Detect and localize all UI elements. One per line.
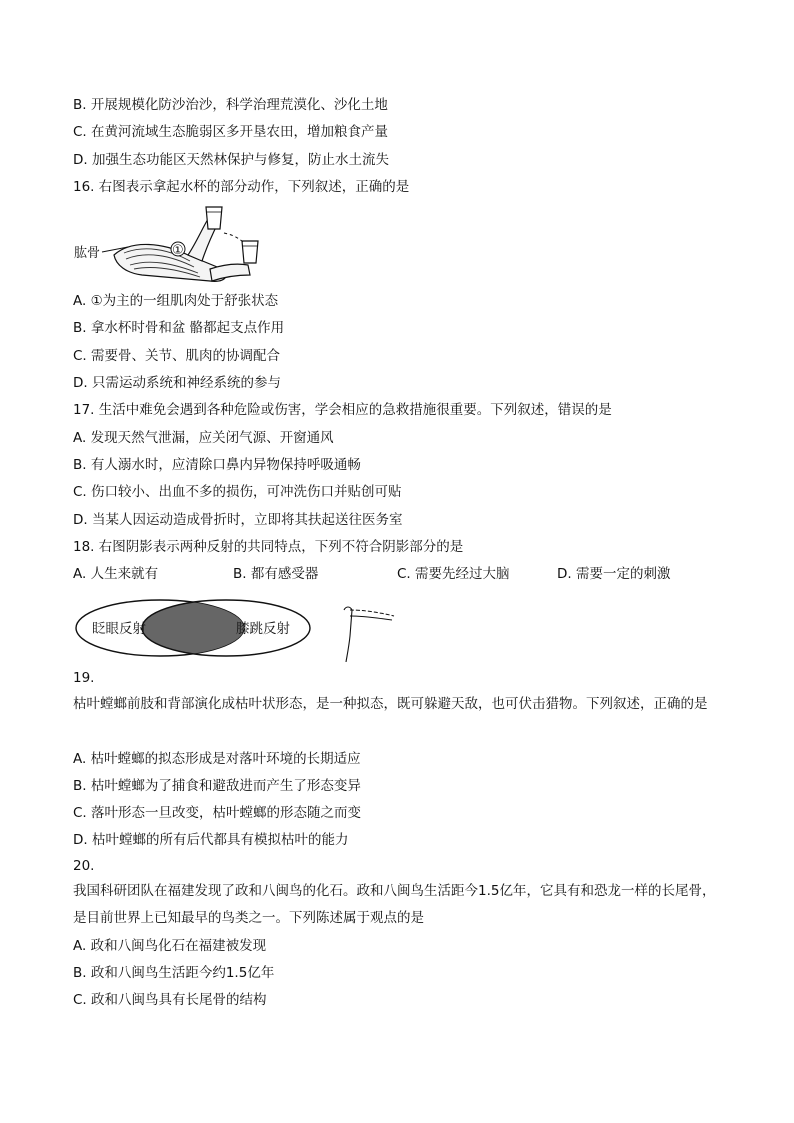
q18-option-c: C. 需要先经过大脑: [397, 566, 510, 582]
q20-option-a: A. 政和八闽鸟化石在福建被发现: [73, 938, 267, 954]
q17-option-a: A. 发现天然气泄漏，应关闭气源、开窗通风: [73, 430, 334, 446]
q19-option-a: A. 枯叶螳螂的拟态形成是对落叶环境的长期适应: [73, 751, 361, 767]
q17-option-c: C. 伤口较小、出血不多的损伤，可冲洗伤口并贴创可贴: [73, 484, 402, 500]
leaf-sketch-line: [350, 616, 392, 620]
q18-stem: 18. 右图阴影表示两种反射的共同特点，下列不符合阴影部分的是: [73, 539, 464, 555]
humerus-label: 肱骨: [74, 246, 101, 261]
q17-option-b: B. 有人溺水时，应清除口鼻内异物保持呼吸通畅: [73, 457, 361, 473]
q16-stem: 16. 右图表示拿起水杯的部分动作，下列叙述，正确的是: [73, 179, 410, 195]
q16-option-b: B. 拿水杯时骨和盆 骼都起支点作用: [73, 320, 285, 336]
q19-number: 19.: [73, 670, 95, 686]
reflex-venn-figure: [74, 596, 404, 662]
lowered-cup: [242, 241, 258, 263]
q19-option-d: D. 枯叶螳螂的所有后代都具有模拟枯叶的能力: [73, 832, 349, 848]
q16-option-c: C. 需要骨、关节、肌肉的协调配合: [73, 348, 281, 364]
arm-muscle-figure: [72, 203, 272, 285]
q20-option-c: C. 政和八闽鸟具有长尾骨的结构: [73, 992, 267, 1008]
q19-option-c: C. 落叶形态一旦改变，枯叶螳螂的形态随之而变: [73, 805, 362, 821]
motion-arc: [224, 233, 244, 243]
q20-number: 20.: [73, 858, 95, 874]
q15-option-c: C. 在黄河流域生态脆弱区多开垦农田，增加粮食产量: [73, 124, 389, 140]
q18-options-row: [73, 564, 733, 584]
upper-arm-outline: [114, 244, 226, 281]
lowered-forearm-outline: [210, 264, 250, 281]
q16-option-a: A. ①为主的一组肌肉处于舒张状态: [73, 293, 279, 309]
q17-stem: 17. 生活中难免会遇到各种危险或伤害，学会相应的急救措施很重要。下列叙述，错误的是: [73, 402, 612, 418]
q17-option-d: D. 当某人因运动造成骨折时，立即将其扶起送往医务室: [73, 512, 403, 528]
leaf-sketch-stem: [344, 607, 352, 662]
q15-option-b: B. 开展规模化防沙治沙，科学治理荒漠化、沙化土地: [73, 97, 388, 113]
q18-option-d: D. 需要一定的刺激: [557, 566, 671, 582]
q19-stem: 枯叶螳螂前肢和背部演化成枯叶状形态，是一种拟态，既可躲避天敌，也可伏击猎物。下列叙述，正确的是: [73, 696, 708, 712]
label-1: ①: [172, 243, 184, 258]
q20-option-b: B. 政和八闽鸟生活距今约1.5亿年: [73, 965, 275, 981]
q18-option-b: B. 都有感受器: [233, 566, 319, 582]
venn-right-label: 膝跳反射: [236, 621, 290, 637]
q20-stem: 我国科研团队在福建发现了政和八闽鸟的化石。政和八闽鸟生活距今1.5亿年，它具有和恐龙一样的长尾骨，是目前世界上已知最早的鸟类之一。下列陈述属于观点的是: [73, 883, 716, 926]
venn-left-label: 眨眼反射: [92, 621, 146, 637]
q15-option-d: D. 加强生态功能区天然林保护与修复，防止水土流失: [73, 152, 389, 168]
q16-option-d: D. 只需运动系统和神经系统的参与: [73, 375, 281, 391]
leaf-sketch-dash: [350, 610, 394, 616]
q18-option-a: A. 人生来就有: [73, 566, 159, 582]
q19-option-b: B. 枯叶螳螂为了捕食和避敌进而产生了形态变异: [73, 778, 361, 794]
raised-cup: [206, 207, 222, 229]
